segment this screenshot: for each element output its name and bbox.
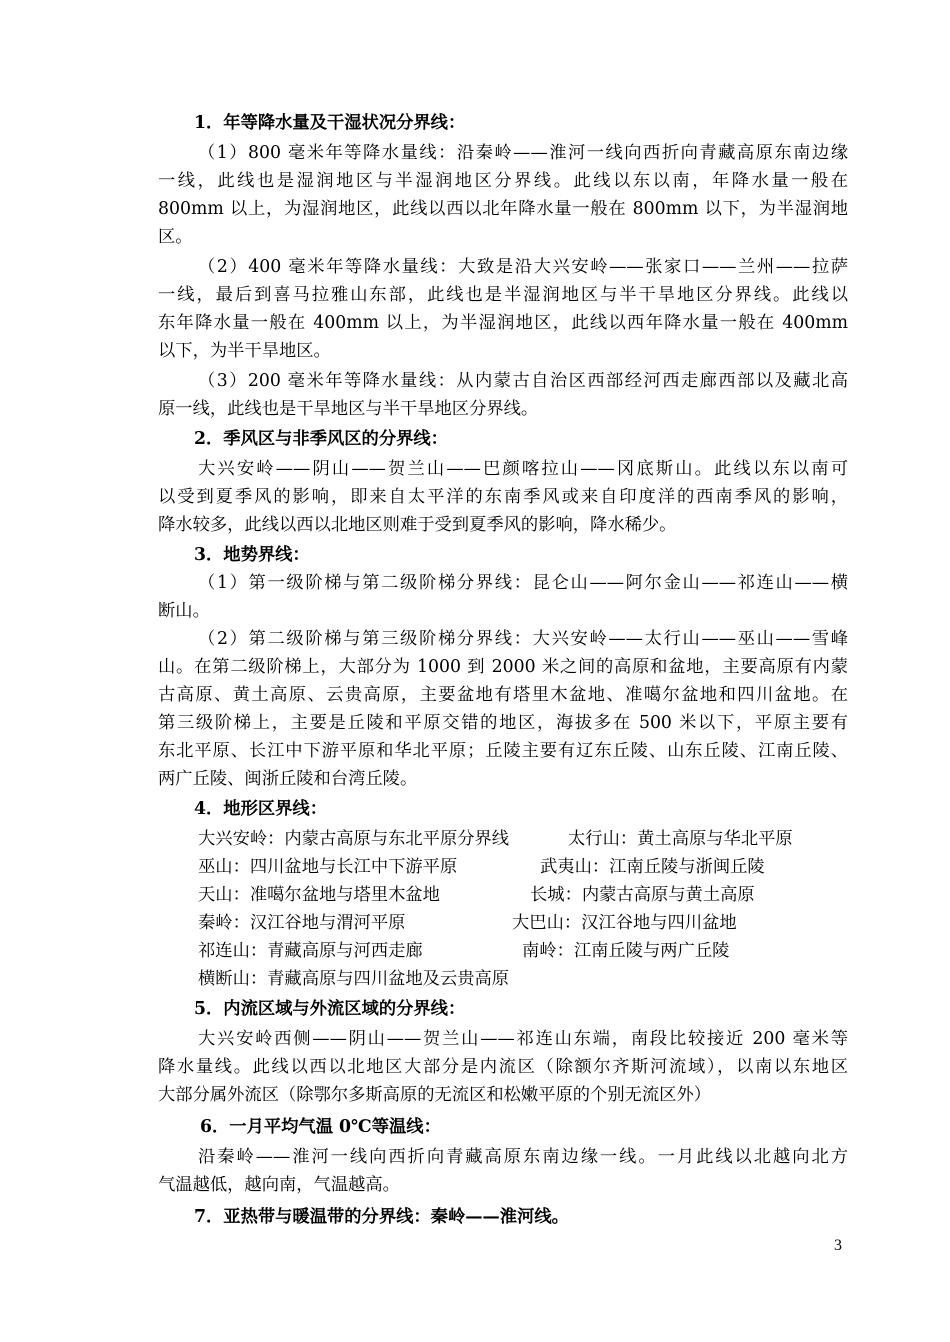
- paragraph-line: （3）200 毫米年等降水量线：从内蒙古自治区西部经河西走廊西部以及藏北高: [198, 371, 848, 391]
- paragraph-line: 800mm 以上，为湿润地区，此线以西以北年降水量一般在 800mm 以下，为半湿润地: [158, 199, 848, 219]
- paragraph-line: 古高原、黄土高原、云贵高原，主要盆地有塔里木盆地、准噶尔盆地和四川盆地。在: [158, 685, 848, 705]
- section-7-heading: 7．亚热带与暖温带的分界线：秦岭——淮河线。: [194, 1207, 569, 1227]
- section-4-heading: 4．地形区界线：: [194, 799, 327, 819]
- paragraph-line: 东北平原、长江中下游平原和华北平原；丘陵主要有辽东丘陵、山东丘陵、江南丘陵、: [158, 741, 848, 761]
- paragraph-line: 一线，此线也是湿润地区与半湿润地区分界线。此线以东以南，年降水量一般在: [158, 171, 848, 191]
- landform-row: [198, 910, 848, 936]
- paragraph-line: （1）第一级阶梯与第二级阶梯分界线：昆仑山——阿尔金山——祁连山——横: [198, 573, 848, 593]
- paragraph-line: 以受到夏季风的影响，即来自太平洋的东南季风或来自印度洋的西南季风的影响，: [158, 487, 848, 507]
- landform-row: [198, 966, 848, 992]
- landform-row: [198, 938, 848, 964]
- section-2-heading: 2．季风区与非季风区的分界线：: [194, 429, 448, 449]
- paragraph-line: 沿秦岭——淮河一线向西折向青藏高原东南边缘一线。一月此线以北越向北方: [198, 1147, 848, 1167]
- paragraph-line: 大兴安岭西侧——阴山——贺兰山——祁连山东端，南段比较接近 200 毫米等: [198, 1029, 848, 1049]
- paragraph-line: 断山。: [158, 601, 210, 621]
- section-3-heading: 3．地势界线：: [194, 545, 310, 565]
- landform-right: 南岭：江南丘陵与两广丘陵: [522, 941, 730, 961]
- landform-left: 祁连山：青藏高原与河西走廊: [198, 941, 423, 961]
- landform-right: 太行山：黄土高原与华北平原: [568, 829, 793, 849]
- paragraph-line: （2）400 毫米年等降水量线：大致是沿大兴安岭——张家口——兰州——拉萨: [198, 257, 848, 277]
- landform-left: 巫山：四川盆地与长江中下游平原: [198, 857, 458, 877]
- paragraph-line: 一线，最后到喜马拉雅山东部，此线也是半湿润地区与半干旱地区分界线。此线以: [158, 285, 848, 305]
- paragraph-line: 东年降水量一般在 400mm 以上，为半湿润地区，此线以西年降水量一般在 400mm: [158, 313, 848, 333]
- paragraph-line: 以下，为半干旱地区。: [158, 341, 331, 361]
- landform-row: [198, 854, 848, 880]
- landform-row: [198, 882, 848, 908]
- paragraph-line: 气温越低，越向南，气温越高。: [158, 1175, 400, 1195]
- paragraph-line: 大兴安岭——阴山——贺兰山——巴颜喀拉山——冈底斯山。此线以东以南可: [198, 459, 848, 479]
- paragraph-line: 降水量线。此线以西以北地区大部分是内流区（除额尔齐斯河流域），以南以东地区: [158, 1057, 848, 1077]
- landform-left: 横断山：青藏高原与四川盆地及云贵高原: [198, 969, 510, 989]
- paragraph-line: （1）800 毫米年等降水量线：沿秦岭——淮河一线向西折向青藏高原东南边缘: [198, 143, 848, 163]
- paragraph-line: 区。: [158, 227, 193, 247]
- landform-left: 秦岭：汉江谷地与渭河平原: [198, 913, 406, 933]
- paragraph-line: 降水较多，此线以西以北地区则难于受到夏季风的影响，降水稀少。: [158, 515, 677, 535]
- landform-left: 大兴安岭：内蒙古高原与东北平原分界线: [198, 829, 510, 849]
- landform-row: [198, 826, 848, 852]
- paragraph-line: 大部分属外流区（除鄂尔多斯高原的无流区和松嫩平原的个别无流区外）: [158, 1085, 712, 1105]
- paragraph-line: 原一线，此线也是干旱地区与半干旱地区分界线。: [158, 399, 539, 419]
- paragraph-line: 山。在第二级阶梯上，大部分为 1000 到 2000 米之间的高原和盆地，主要高原有内蒙: [158, 657, 848, 677]
- page-number: 3: [834, 1237, 842, 1254]
- landform-right: 武夷山：江南丘陵与浙闽丘陵: [540, 857, 765, 877]
- paragraph-line: 两广丘陵、闽浙丘陵和台湾丘陵。: [158, 769, 418, 789]
- paragraph-line: （2）第二级阶梯与第三级阶梯分界线：大兴安岭——太行山——巫山——雪峰: [198, 629, 848, 649]
- landform-right: 大巴山：汉江谷地与四川盆地: [512, 913, 737, 933]
- landform-right: 长城：内蒙古高原与黄土高原: [530, 885, 755, 905]
- paragraph-line: 第三级阶梯上，主要是丘陵和平原交错的地区，海拔多在 500 米以下，平原主要有: [158, 713, 848, 733]
- landform-left: 天山：准噶尔盆地与塔里木盆地: [198, 885, 440, 905]
- section-1-heading: 1．年等降水量及干湿状况分界线：: [194, 113, 466, 133]
- section-5-heading: 5．内流区域与外流区域的分界线：: [194, 999, 466, 1019]
- section-6-heading: 6．一月平均气温 0℃等温线：: [200, 1117, 441, 1137]
